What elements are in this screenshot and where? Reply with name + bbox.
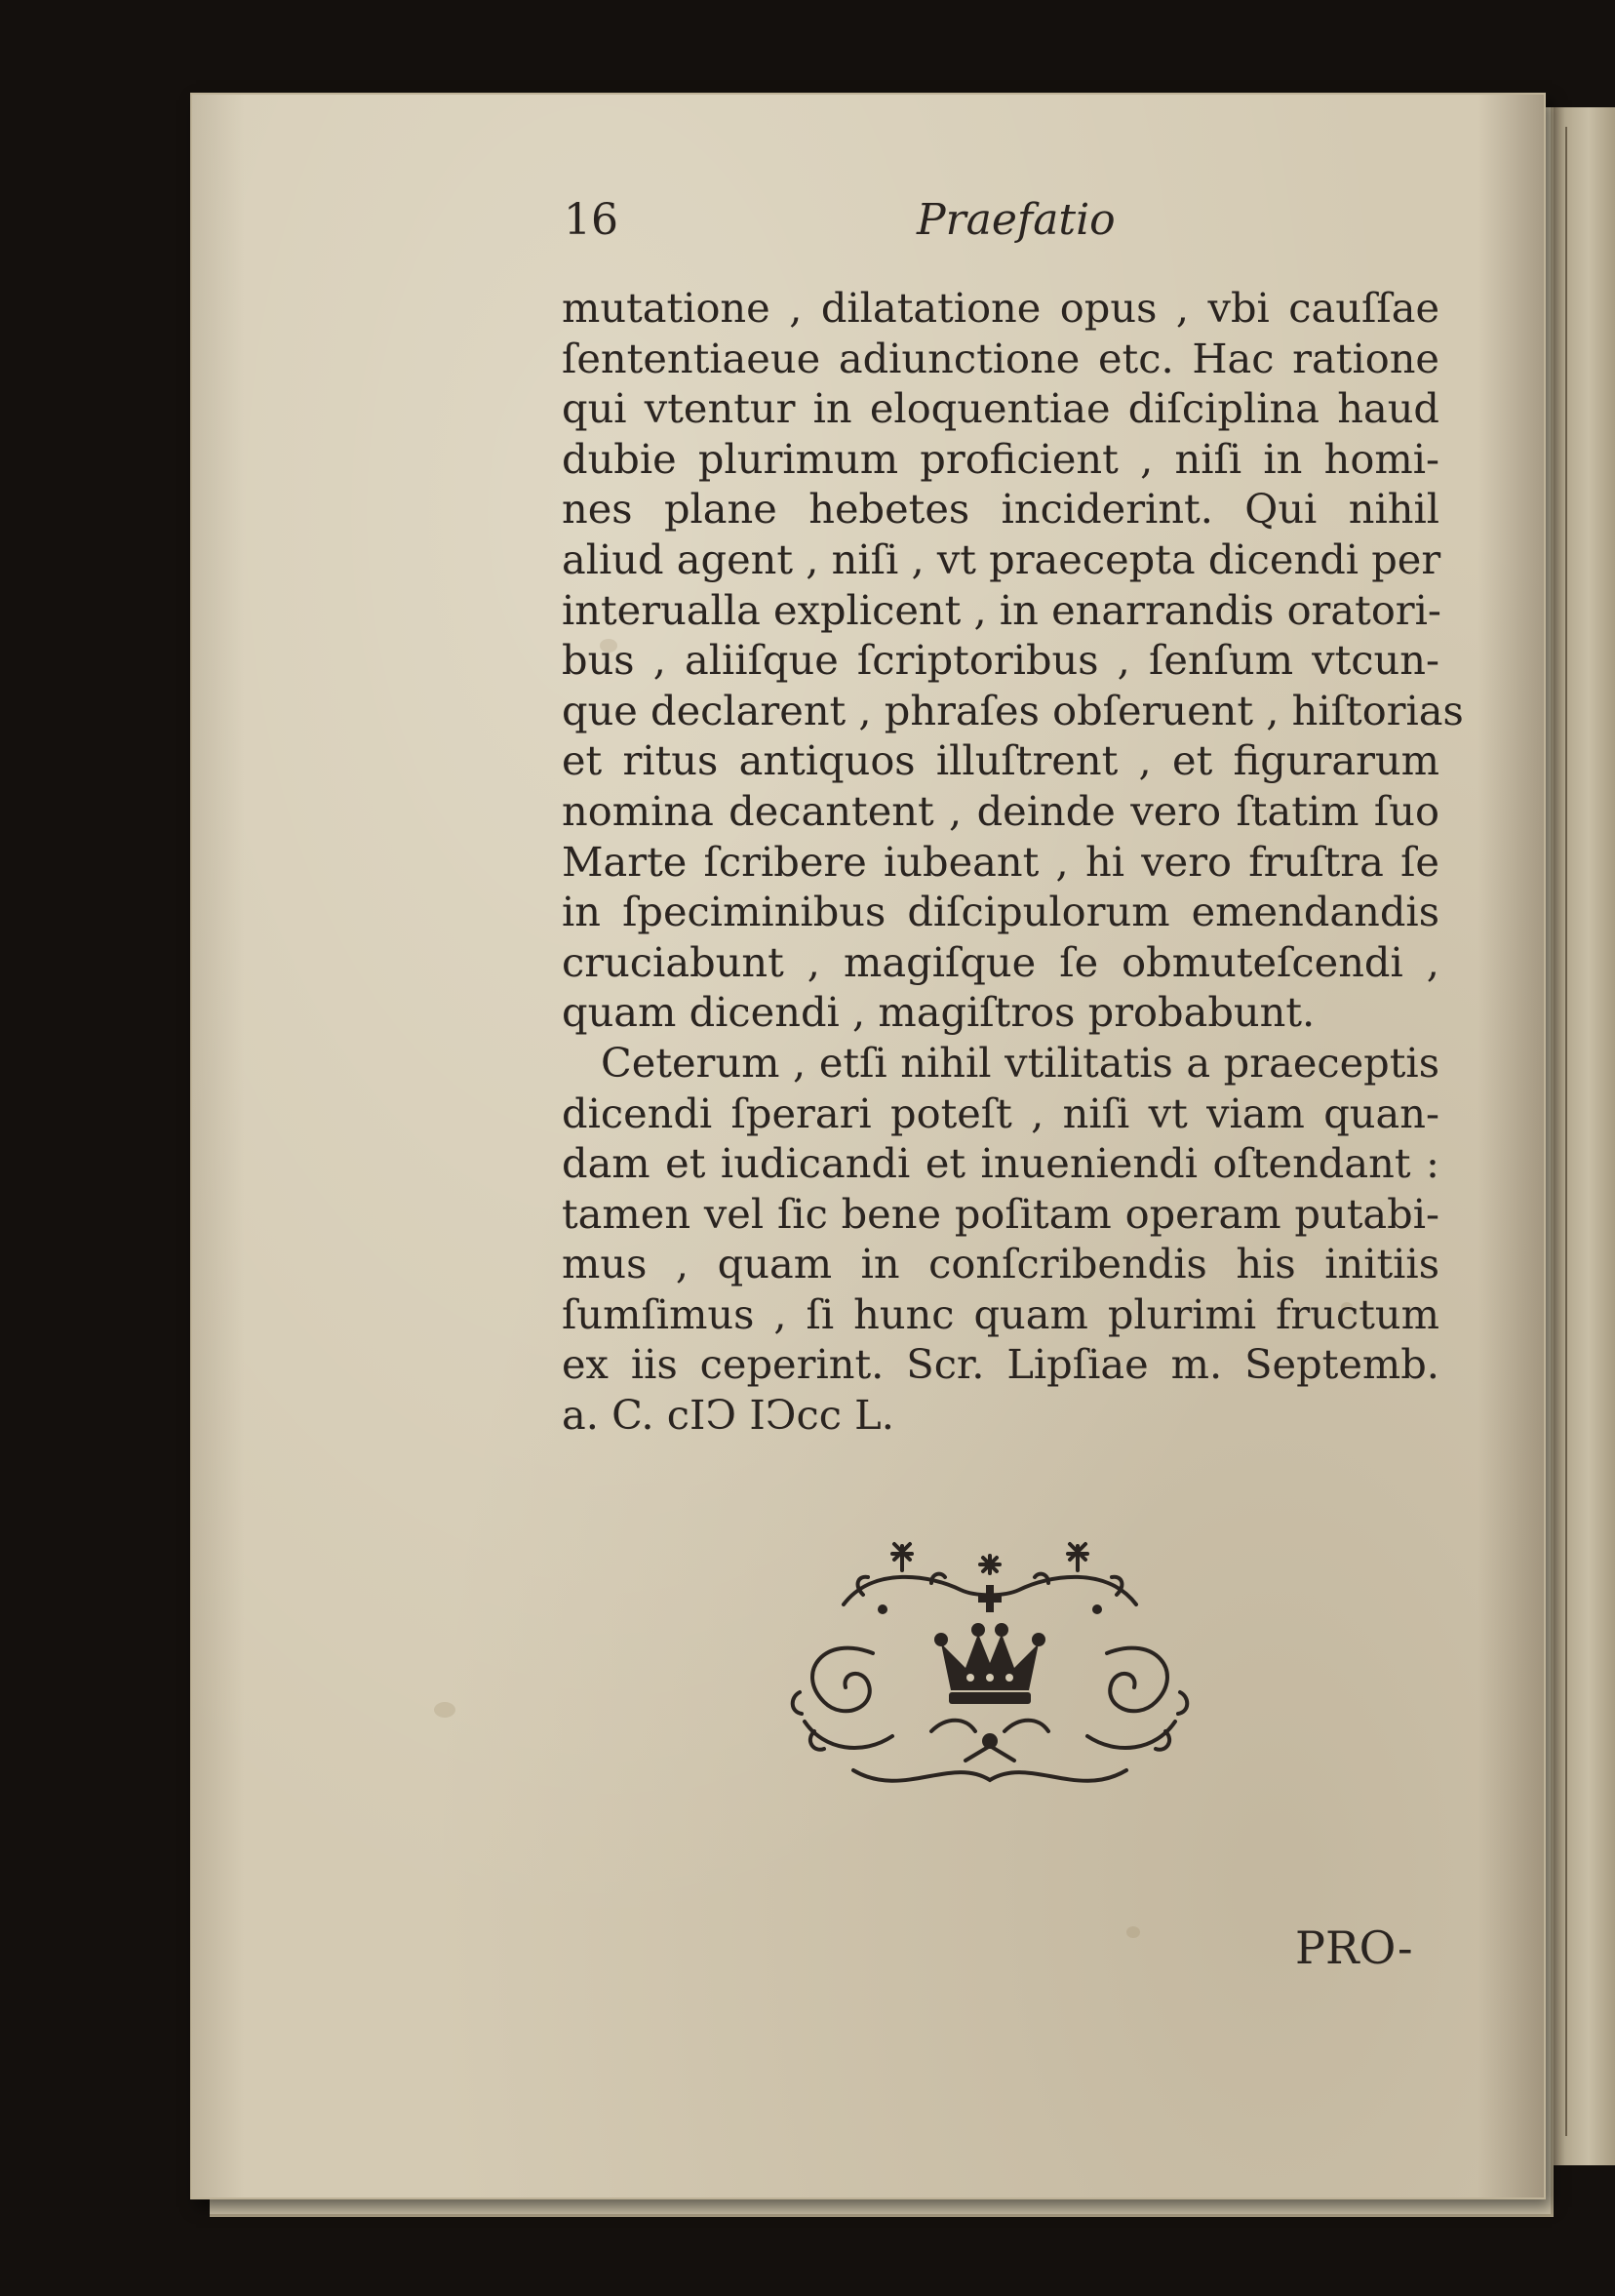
page-header	[564, 195, 1441, 254]
text-line: mutatione , dilatatione opus , vbi cauſſae	[562, 284, 1439, 332]
text-line: bus , aliiſque ſcriptoribus , ſenſum vtcun-	[562, 636, 1439, 685]
text-line: dicendi ſperari poteſt , niſi vt viam quan-	[562, 1089, 1439, 1137]
text-line: que declarent , phraſes obſeruent , hiſtorias	[562, 686, 1464, 734]
text-line: ex iis ceperint. Scr. Lipſiae m. Septemb.	[562, 1340, 1439, 1389]
text-line: nes plane hebetes inciderint. Qui nihil	[562, 485, 1439, 534]
body-text	[562, 283, 1464, 1441]
text-line: Ceterum , etſi nihil vtilitatis a praeceptis	[601, 1038, 1439, 1087]
text-line: dam et iudicandi et inueniendi oſtendant :	[562, 1139, 1439, 1188]
facing-page-gutter	[1565, 127, 1606, 2136]
paper-spot	[1126, 1926, 1140, 1938]
text-line: tamen vel ſic bene poſitam operam putabi-	[562, 1189, 1439, 1238]
text-line: dubie plurimum proficient , niſi in homi-	[562, 434, 1439, 483]
text-line: interualla explicent , in enarrandis oratori-	[562, 585, 1441, 634]
text-line: ſumſimus , ſi hunc quam plurimi fructum	[562, 1289, 1439, 1338]
paper-spot	[434, 1702, 455, 1718]
text-line: a. C. cIↃ IↃcc L.	[562, 1391, 894, 1440]
text-line: mus , quam in conſcribendis his initiis	[562, 1240, 1439, 1288]
crown-ornament-icon	[785, 1536, 1195, 1804]
text-line: cruciabunt , magiſque ſe obmuteſcendi ,	[562, 937, 1439, 986]
text-line: Marte ſcribere iubeant , hi vero fruſtra ſe	[562, 837, 1439, 886]
running-title: Praefatio	[917, 195, 1116, 245]
text-line: quam dicendi , magiſtros probabunt.	[562, 988, 1316, 1037]
text-line: nomina decantent , deinde vero ſtatim ſuo	[562, 786, 1439, 835]
text-line: aliud agent , niſi , vt praecepta dicendi per	[562, 534, 1441, 583]
text-line: qui vtentur in eloquentiae diſciplina haud	[562, 384, 1439, 433]
page-number: 16	[564, 195, 618, 245]
text-line: et ritus antiquos illuſtrent , et figurarum	[562, 736, 1439, 785]
catchword: PRO-	[1295, 1921, 1413, 1974]
text-line: in ſpeciminibus diſcipulorum emendandis	[562, 888, 1439, 936]
text-line: ſententiaeue adiunctione etc. Hac ratione	[562, 334, 1439, 382]
